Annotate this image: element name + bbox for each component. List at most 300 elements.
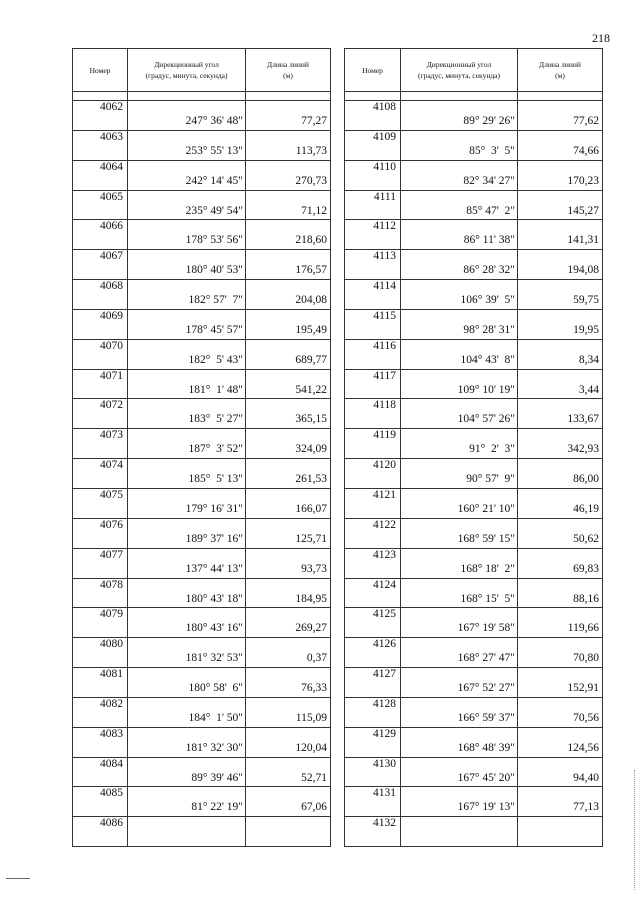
table-row bbox=[73, 488, 331, 518]
point-number-cell-text: 4086 bbox=[100, 817, 123, 830]
direction-angle-cell-text: 91° 2' 3" bbox=[469, 443, 515, 456]
line-length-cell-text: 261,53 bbox=[295, 473, 327, 486]
line-length-cell-text: 324,09 bbox=[295, 443, 327, 456]
direction-angle-cell bbox=[128, 309, 246, 339]
direction-angle-cell bbox=[401, 727, 518, 757]
line-length-cell bbox=[246, 220, 331, 250]
table-row bbox=[345, 101, 603, 131]
point-number-cell-text: 4074 bbox=[100, 459, 123, 472]
direction-angle-cell-text: 137° 44' 13" bbox=[185, 562, 243, 575]
line-length-cell-text: 77,62 bbox=[573, 115, 599, 127]
direction-angle-cell bbox=[401, 429, 518, 459]
line-length-cell bbox=[518, 160, 603, 190]
direction-angle-cell bbox=[128, 459, 246, 489]
line-length-cell-text: 125,71 bbox=[295, 532, 327, 545]
point-number-cell bbox=[73, 160, 128, 190]
line-length-cell bbox=[518, 548, 603, 578]
line-length-cell bbox=[518, 250, 603, 280]
direction-angle-cell-text: 235° 49' 54" bbox=[185, 204, 243, 217]
line-length-cell bbox=[518, 578, 603, 608]
direction-angle-cell-text: 86° 11' 38" bbox=[463, 234, 515, 247]
table-spacer-row bbox=[73, 92, 331, 101]
point-number-cell-text: 4073 bbox=[100, 429, 123, 442]
point-number-cell-text: 4122 bbox=[373, 518, 396, 531]
point-number-cell bbox=[73, 429, 128, 459]
point-number-cell bbox=[73, 608, 128, 638]
direction-angle-cell bbox=[128, 399, 246, 429]
point-number-cell bbox=[73, 250, 128, 280]
line-length-cell bbox=[518, 429, 603, 459]
point-number-cell bbox=[73, 459, 128, 489]
table-row bbox=[345, 608, 603, 638]
line-length-cell-text: 46,19 bbox=[573, 502, 599, 515]
line-length-cell-text: 141,31 bbox=[567, 234, 599, 247]
point-number-cell-text: 4117 bbox=[373, 369, 396, 382]
line-length-cell bbox=[246, 280, 331, 310]
direction-angle-cell-text: 81° 22' 19" bbox=[191, 801, 243, 814]
line-length-cell bbox=[518, 130, 603, 160]
right-coordinates-table bbox=[344, 48, 603, 847]
line-length-cell-text: 365,15 bbox=[295, 413, 327, 426]
direction-angle-cell-text: 185° 5' 13" bbox=[188, 473, 243, 486]
direction-angle-cell bbox=[128, 429, 246, 459]
line-length-cell bbox=[518, 399, 603, 429]
direction-angle-cell-text: 181° 1' 48" bbox=[188, 383, 243, 396]
point-number-cell-text: 4071 bbox=[100, 369, 123, 382]
table-row bbox=[345, 459, 603, 489]
table-row bbox=[345, 160, 603, 190]
table-row bbox=[73, 250, 331, 280]
point-number-cell-text: 4070 bbox=[100, 339, 123, 352]
point-number-cell bbox=[73, 697, 128, 727]
line-length-cell bbox=[518, 787, 603, 817]
table-row bbox=[345, 727, 603, 757]
point-number-cell-text: 4113 bbox=[373, 250, 396, 263]
spacer-cell bbox=[246, 92, 331, 101]
point-number-cell bbox=[73, 101, 128, 131]
point-number-cell-text: 4109 bbox=[373, 130, 396, 143]
table-row bbox=[345, 280, 603, 310]
direction-angle-cell bbox=[128, 518, 246, 548]
direction-angle-cell-text: 89° 29' 26" bbox=[463, 115, 515, 127]
point-number-cell-text: 4110 bbox=[373, 160, 396, 173]
point-number-cell bbox=[345, 757, 401, 787]
table-row bbox=[345, 190, 603, 220]
direction-angle-cell bbox=[128, 548, 246, 578]
direction-angle-cell-text: 181° 32' 53" bbox=[185, 652, 243, 665]
direction-angle-cell bbox=[401, 488, 518, 518]
table-row bbox=[345, 697, 603, 727]
direction-angle-cell-text: 98° 28' 31" bbox=[463, 323, 515, 336]
direction-angle-cell bbox=[401, 459, 518, 489]
point-number-cell bbox=[345, 459, 401, 489]
line-length-cell-text: 166,07 bbox=[295, 502, 327, 515]
point-number-cell-text: 4129 bbox=[373, 727, 396, 740]
point-number-cell-text: 4124 bbox=[373, 578, 396, 591]
direction-angle-cell bbox=[128, 130, 246, 160]
column-header-angle: Дирекционный угол (градус, минута, секунда) bbox=[401, 49, 518, 92]
line-length-cell bbox=[246, 309, 331, 339]
table-row bbox=[345, 309, 603, 339]
point-number-cell-text: 4085 bbox=[100, 787, 123, 800]
scan-footer-mark bbox=[6, 878, 30, 879]
line-length-cell-text: 88,16 bbox=[573, 592, 599, 605]
table-row bbox=[345, 369, 603, 399]
point-number-cell bbox=[345, 668, 401, 698]
spacer-cell bbox=[518, 92, 603, 101]
direction-angle-cell bbox=[401, 250, 518, 280]
point-number-cell bbox=[345, 578, 401, 608]
point-number-cell bbox=[73, 488, 128, 518]
point-number-cell-text: 4114 bbox=[373, 280, 396, 293]
line-length-cell-text: 74,66 bbox=[573, 144, 599, 157]
direction-angle-cell-text: 180° 40' 53" bbox=[185, 264, 243, 277]
line-length-cell bbox=[518, 817, 603, 847]
point-number-cell-text: 4130 bbox=[373, 757, 396, 770]
point-number-cell bbox=[73, 369, 128, 399]
table-row bbox=[73, 190, 331, 220]
direction-angle-cell-text: 166° 59' 37" bbox=[457, 711, 515, 724]
point-number-cell-text: 4132 bbox=[373, 817, 396, 830]
point-number-cell-text: 4125 bbox=[373, 608, 396, 621]
direction-angle-cell-text: 167° 52' 27" bbox=[457, 682, 515, 695]
direction-angle-cell bbox=[401, 130, 518, 160]
direction-angle-cell bbox=[401, 787, 518, 817]
direction-angle-cell bbox=[401, 399, 518, 429]
line-length-cell-text: 3,44 bbox=[578, 383, 599, 396]
line-length-cell bbox=[246, 548, 331, 578]
direction-angle-cell-text: 253° 55' 13" bbox=[185, 144, 243, 157]
line-length-cell-text: 52,71 bbox=[301, 771, 327, 784]
direction-angle-cell bbox=[128, 369, 246, 399]
point-number-cell bbox=[345, 369, 401, 399]
line-length-cell bbox=[246, 757, 331, 787]
line-length-cell-text: 8,34 bbox=[578, 353, 599, 366]
line-length-cell bbox=[518, 697, 603, 727]
direction-angle-cell bbox=[401, 697, 518, 727]
line-length-cell bbox=[246, 399, 331, 429]
table-row bbox=[345, 787, 603, 817]
line-length-cell bbox=[246, 429, 331, 459]
line-length-cell-text: 218,60 bbox=[295, 234, 327, 247]
line-length-cell-text: 269,27 bbox=[295, 622, 327, 635]
point-number-cell bbox=[345, 101, 401, 131]
line-length-cell bbox=[518, 339, 603, 369]
direction-angle-cell bbox=[401, 668, 518, 698]
point-number-cell bbox=[345, 339, 401, 369]
line-length-cell bbox=[246, 608, 331, 638]
point-number-cell bbox=[345, 429, 401, 459]
direction-angle-cell bbox=[401, 369, 518, 399]
line-length-cell-text: 119,66 bbox=[567, 622, 599, 635]
page-number: 218 bbox=[592, 31, 610, 45]
table-row bbox=[73, 429, 331, 459]
direction-angle-cell-text: 183° 5' 27" bbox=[188, 413, 243, 426]
direction-angle-cell-text: 167° 19' 58" bbox=[457, 622, 515, 635]
table-row bbox=[345, 488, 603, 518]
direction-angle-cell-text: 167° 45' 20" bbox=[457, 771, 515, 784]
line-length-cell bbox=[518, 668, 603, 698]
line-length-cell bbox=[246, 697, 331, 727]
table-row bbox=[345, 220, 603, 250]
direction-angle-cell-text: 168° 18' 2" bbox=[460, 562, 515, 575]
direction-angle-cell-text: 189° 37' 16" bbox=[185, 532, 243, 545]
direction-angle-cell-text: 180° 43' 16" bbox=[185, 622, 243, 635]
direction-angle-cell-text: 168° 15' 5" bbox=[460, 592, 515, 605]
line-length-cell bbox=[246, 578, 331, 608]
table-spacer-row bbox=[345, 92, 603, 101]
direction-angle-cell-text: 90° 57' 9" bbox=[466, 473, 515, 486]
line-length-cell bbox=[246, 668, 331, 698]
point-number-cell bbox=[345, 638, 401, 668]
point-number-cell bbox=[73, 578, 128, 608]
direction-angle-cell-text: 104° 43' 8" bbox=[460, 353, 515, 366]
direction-angle-cell-text: 180° 58' 6" bbox=[188, 682, 243, 695]
table-row bbox=[73, 608, 331, 638]
table-row bbox=[73, 668, 331, 698]
line-length-cell-text: 76,33 bbox=[301, 682, 327, 695]
table-row bbox=[73, 339, 331, 369]
point-number-cell bbox=[73, 548, 128, 578]
direction-angle-cell bbox=[401, 309, 518, 339]
line-length-cell-text: 93,73 bbox=[301, 562, 327, 575]
spacer-cell bbox=[128, 92, 246, 101]
direction-angle-cell bbox=[128, 101, 246, 131]
point-number-cell-text: 4112 bbox=[373, 220, 396, 233]
line-length-cell-text: 71,12 bbox=[301, 204, 327, 217]
line-length-cell bbox=[518, 727, 603, 757]
point-number-cell-text: 4108 bbox=[373, 101, 396, 113]
direction-angle-cell-text: 181° 32' 30" bbox=[185, 741, 243, 754]
line-length-cell-text: 689,77 bbox=[295, 353, 327, 366]
point-number-cell bbox=[345, 250, 401, 280]
direction-angle-cell-text: 160° 21' 10" bbox=[457, 502, 515, 515]
direction-angle-cell bbox=[128, 638, 246, 668]
line-length-cell-text: 270,73 bbox=[295, 174, 327, 187]
line-length-cell-text: 94,40 bbox=[573, 771, 599, 784]
direction-angle-cell-text: 182° 57' 7" bbox=[188, 294, 243, 307]
line-length-cell bbox=[518, 190, 603, 220]
direction-angle-cell bbox=[401, 220, 518, 250]
point-number-cell-text: 4111 bbox=[373, 190, 396, 203]
table-row bbox=[73, 757, 331, 787]
line-length-cell bbox=[518, 518, 603, 548]
point-number-cell-text: 4067 bbox=[100, 250, 123, 263]
line-length-cell-text: 342,93 bbox=[567, 443, 599, 456]
line-length-cell-text: 176,57 bbox=[295, 264, 327, 277]
point-number-cell bbox=[345, 160, 401, 190]
table-row bbox=[345, 399, 603, 429]
point-number-cell bbox=[345, 190, 401, 220]
table-row bbox=[73, 817, 331, 847]
direction-angle-cell bbox=[401, 757, 518, 787]
direction-angle-cell bbox=[128, 220, 246, 250]
point-number-cell-text: 4126 bbox=[373, 638, 396, 651]
line-length-cell-text: 59,75 bbox=[573, 294, 599, 307]
column-header-number: Номер bbox=[73, 49, 128, 92]
table-row bbox=[73, 101, 331, 131]
line-length-cell bbox=[246, 488, 331, 518]
table-row bbox=[73, 518, 331, 548]
point-number-cell-text: 4064 bbox=[100, 160, 123, 173]
direction-angle-cell-text: 104° 57' 26" bbox=[457, 413, 515, 426]
table-row bbox=[345, 429, 603, 459]
table-row bbox=[345, 578, 603, 608]
direction-angle-cell bbox=[128, 817, 246, 847]
point-number-cell bbox=[73, 339, 128, 369]
scan-edge-marks bbox=[634, 770, 636, 890]
point-number-cell bbox=[73, 668, 128, 698]
line-length-cell bbox=[246, 459, 331, 489]
direction-angle-cell bbox=[128, 160, 246, 190]
line-length-cell-text: 70,56 bbox=[573, 711, 599, 724]
direction-angle-cell-text: 184° 1' 50" bbox=[188, 711, 243, 724]
spacer-cell bbox=[73, 92, 128, 101]
direction-angle-cell bbox=[401, 548, 518, 578]
line-length-cell-text: 541,22 bbox=[295, 383, 327, 396]
point-number-cell-text: 4119 bbox=[373, 429, 396, 442]
point-number-cell bbox=[345, 130, 401, 160]
point-number-cell bbox=[345, 518, 401, 548]
point-number-cell bbox=[345, 787, 401, 817]
line-length-cell-text: 195,49 bbox=[295, 323, 327, 336]
point-number-cell bbox=[73, 638, 128, 668]
point-number-cell-text: 4120 bbox=[373, 459, 396, 472]
direction-angle-cell-text: 247° 36' 48" bbox=[185, 115, 243, 127]
table-row bbox=[73, 459, 331, 489]
line-length-cell-text: 124,56 bbox=[567, 741, 599, 754]
point-number-cell bbox=[345, 488, 401, 518]
direction-angle-cell bbox=[128, 608, 246, 638]
direction-angle-cell-text: 168° 48' 39" bbox=[457, 741, 515, 754]
direction-angle-cell bbox=[128, 727, 246, 757]
point-number-cell bbox=[345, 697, 401, 727]
spacer-cell bbox=[401, 92, 518, 101]
direction-angle-cell bbox=[401, 190, 518, 220]
point-number-cell bbox=[73, 399, 128, 429]
point-number-cell bbox=[345, 220, 401, 250]
line-length-cell-text: 77,13 bbox=[573, 801, 599, 814]
point-number-cell-text: 4066 bbox=[100, 220, 123, 233]
direction-angle-cell-text: 85° 3' 5" bbox=[469, 144, 515, 157]
direction-angle-cell-text: 86° 28' 32" bbox=[463, 264, 515, 277]
table-row bbox=[345, 668, 603, 698]
table-row bbox=[345, 817, 603, 847]
line-length-cell-text: 50,62 bbox=[573, 532, 599, 545]
point-number-cell-text: 4121 bbox=[373, 488, 396, 501]
table-row bbox=[73, 160, 331, 190]
direction-angle-cell bbox=[128, 757, 246, 787]
point-number-cell bbox=[73, 190, 128, 220]
table-row bbox=[73, 697, 331, 727]
line-length-cell bbox=[246, 339, 331, 369]
direction-angle-cell-text: 178° 53' 56" bbox=[185, 234, 243, 247]
line-length-cell bbox=[246, 130, 331, 160]
line-length-cell bbox=[246, 369, 331, 399]
point-number-cell bbox=[345, 309, 401, 339]
point-number-cell bbox=[345, 280, 401, 310]
table-row bbox=[73, 399, 331, 429]
point-number-cell bbox=[73, 757, 128, 787]
line-length-cell-text: 67,06 bbox=[301, 801, 327, 814]
direction-angle-cell-text: 109° 10' 19" bbox=[457, 383, 515, 396]
line-length-cell bbox=[518, 459, 603, 489]
table-row bbox=[73, 130, 331, 160]
line-length-cell-text: 170,23 bbox=[567, 174, 599, 187]
point-number-cell-text: 4076 bbox=[100, 518, 123, 531]
direction-angle-cell bbox=[401, 578, 518, 608]
point-number-cell bbox=[345, 608, 401, 638]
table-row bbox=[73, 578, 331, 608]
line-length-cell-text: 113,73 bbox=[295, 144, 327, 157]
direction-angle-cell bbox=[128, 250, 246, 280]
column-header-length: Длина линий (м) bbox=[518, 49, 603, 92]
point-number-cell-text: 4081 bbox=[100, 668, 123, 681]
point-number-cell bbox=[73, 280, 128, 310]
line-length-cell-text: 120,04 bbox=[295, 741, 327, 754]
direction-angle-cell-text: 167° 19' 13" bbox=[457, 801, 515, 814]
column-header-number: Номер bbox=[345, 49, 401, 92]
table-row bbox=[73, 309, 331, 339]
point-number-cell-text: 4063 bbox=[100, 130, 123, 143]
table-row bbox=[345, 250, 603, 280]
direction-angle-cell bbox=[401, 280, 518, 310]
line-length-cell bbox=[246, 638, 331, 668]
line-length-cell bbox=[518, 309, 603, 339]
direction-angle-cell bbox=[128, 280, 246, 310]
direction-angle-cell bbox=[128, 578, 246, 608]
line-length-cell bbox=[518, 608, 603, 638]
direction-angle-cell-text: 82° 34' 27" bbox=[463, 174, 515, 187]
direction-angle-cell bbox=[128, 668, 246, 698]
direction-angle-cell-text: 180° 43' 18" bbox=[185, 592, 243, 605]
point-number-cell bbox=[73, 787, 128, 817]
point-number-cell bbox=[73, 518, 128, 548]
direction-angle-cell bbox=[401, 518, 518, 548]
direction-angle-cell-text: 106° 39' 5" bbox=[460, 294, 515, 307]
line-length-cell-text: 194,08 bbox=[567, 264, 599, 277]
column-header-angle: Дирекционный угол (градус, минута, секунда) bbox=[128, 49, 246, 92]
point-number-cell-text: 4075 bbox=[100, 488, 123, 501]
line-length-cell-text: 77,27 bbox=[301, 115, 327, 127]
point-number-cell-text: 4123 bbox=[373, 548, 396, 561]
line-length-cell-text: 145,27 bbox=[567, 204, 599, 217]
line-length-cell-text: 0,37 bbox=[306, 652, 327, 665]
point-number-cell-text: 4069 bbox=[100, 309, 123, 322]
line-length-cell bbox=[246, 190, 331, 220]
line-length-cell bbox=[246, 101, 331, 131]
point-number-cell-text: 4116 bbox=[373, 339, 396, 352]
direction-angle-cell-text: 168° 59' 15" bbox=[457, 532, 515, 545]
direction-angle-cell-text: 85° 47' 2" bbox=[466, 204, 515, 217]
direction-angle-cell bbox=[128, 697, 246, 727]
table-row bbox=[73, 548, 331, 578]
point-number-cell-text: 4115 bbox=[373, 309, 396, 322]
direction-angle-cell bbox=[401, 101, 518, 131]
line-length-cell bbox=[246, 160, 331, 190]
direction-angle-cell bbox=[128, 488, 246, 518]
direction-angle-cell bbox=[401, 638, 518, 668]
line-length-cell bbox=[246, 787, 331, 817]
column-header-length: Длина линий (м) bbox=[246, 49, 331, 92]
point-number-cell bbox=[73, 817, 128, 847]
direction-angle-cell-text: 89° 39' 46" bbox=[191, 771, 243, 784]
line-length-cell bbox=[518, 369, 603, 399]
direction-angle-cell-text: 182° 5' 43" bbox=[188, 353, 243, 366]
line-length-cell bbox=[518, 488, 603, 518]
line-length-cell bbox=[246, 727, 331, 757]
line-length-cell bbox=[518, 220, 603, 250]
